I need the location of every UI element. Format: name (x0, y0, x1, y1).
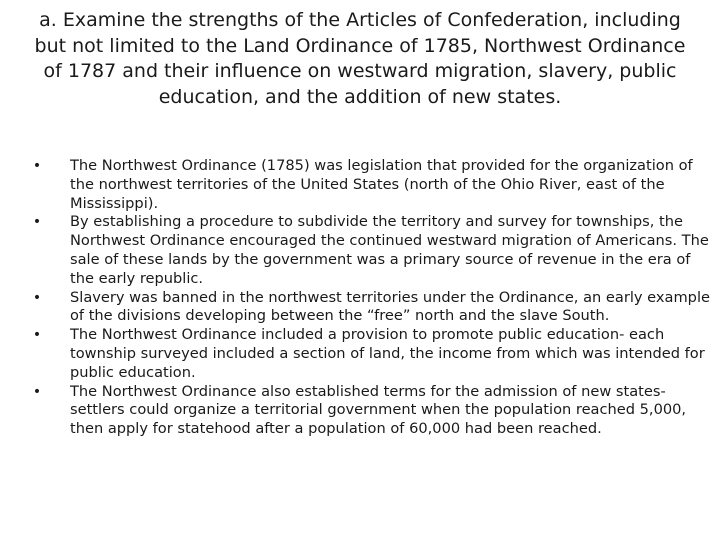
bullet-text: The Northwest Ordinance included a provision to promote public education- each township surveyed included a section of land, the income from which was intended for public education. (70, 326, 705, 381)
bullet-text: By establishing a procedure to subdivide the territory and survey for townships, the Northwest Ordinance encouraged the continued westward migration of Americans. The sale of these lands by the government was a primary source of revenue in the era of the early republic. (70, 213, 709, 287)
bullet-dot-icon: • (32, 158, 42, 174)
bullet-dot-icon: • (32, 327, 42, 344)
bullet-dot-icon: • (32, 214, 42, 231)
bullet-list (0, 157, 720, 439)
bullet-item (0, 383, 720, 439)
bullet-text: Slavery was banned in the northwest territories under the Ordinance, an early example of the divisions developing between the “free” north and the slave South. (70, 288, 710, 325)
bullet-item (0, 157, 720, 213)
bullet-dot-icon: • (32, 383, 42, 400)
bullet-item (0, 213, 720, 288)
slide-title: a. Examine the strengths of the Articles of Confederation, including but not limited to the Land Ordinance of 1785, Northwest Ordinance of 1787 and their influence on westward migration, slavery, public education, and the addition of new states. (34, 9, 686, 108)
bullet-text: The Northwest Ordinance (1785) was legislation that provided for the organization of the northwest territories of the United States (north of the Ohio River, east of the Mississippi). (70, 157, 693, 212)
bullet-dot-icon: • (32, 289, 42, 306)
bullet-item (0, 326, 720, 382)
bullet-item (0, 289, 720, 327)
bullet-text: The Northwest Ordinance also established terms for the admission of new states- settlers could organize a territorial government when the population reached 5,000, then apply for statehood after a population of 60,000 had been reached. (70, 382, 687, 438)
